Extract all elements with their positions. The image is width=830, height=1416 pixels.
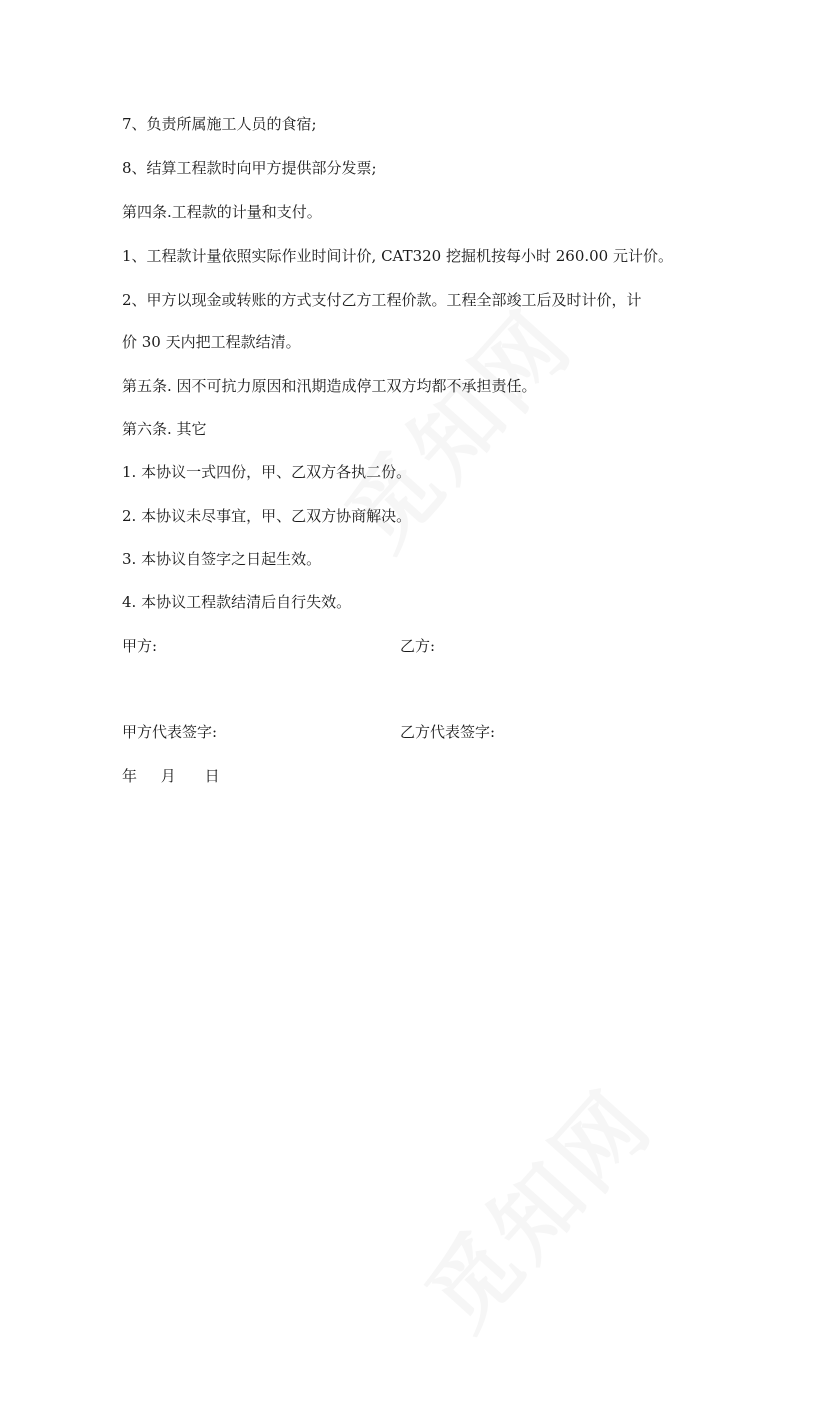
party-b-label: 乙方: [400,637,436,655]
date-year: 年 [122,767,138,785]
article-6-item-3: 3. 本协议自签字之日起生效。 [122,550,322,568]
date-month: 月 [160,767,176,785]
date-line [122,766,220,786]
clause-line-8: 8、结算工程款时向甲方提供部分发票; [122,159,377,177]
article-6-item-1: 1. 本协议一式四份，甲、乙双方各执二份。 [122,463,412,481]
article-4-item-2-cont: 价 30 天内把工程款结清。 [122,333,301,351]
party-a-label: 甲方: [122,637,158,655]
article-4-item-1: 1、工程款计量依照实际作业时间计价, CAT320 挖掘机按每小时 260.00 元计价。 [122,247,673,265]
article-5: 第五条. 因不可抗力原因和汛期造成停工双方均都不承担责任。 [122,377,537,395]
date-day: 日 [204,767,220,785]
article-6-item-4: 4. 本协议工程款结清后自行失效。 [122,593,352,611]
article-4-item-2: 2、甲方以现金或转账的方式支付乙方工程价款。工程全部竣工后及时计价，计 [122,291,642,309]
article-6-item-2: 2. 本协议未尽事宜，甲、乙双方协商解决。 [122,507,412,525]
watermark [256,224,663,636]
party-a-rep-label: 甲方代表签字: [122,723,218,741]
clause-line-7: 7、负责所属施工人员的食宿; [122,115,317,133]
party-b-rep-label: 乙方代表签字: [400,723,496,741]
article-6-heading: 第六条. 其它 [122,420,207,438]
watermark-bottom [336,1004,743,1416]
article-4-heading: 第四条.工程款的计量和支付。 [122,203,322,221]
